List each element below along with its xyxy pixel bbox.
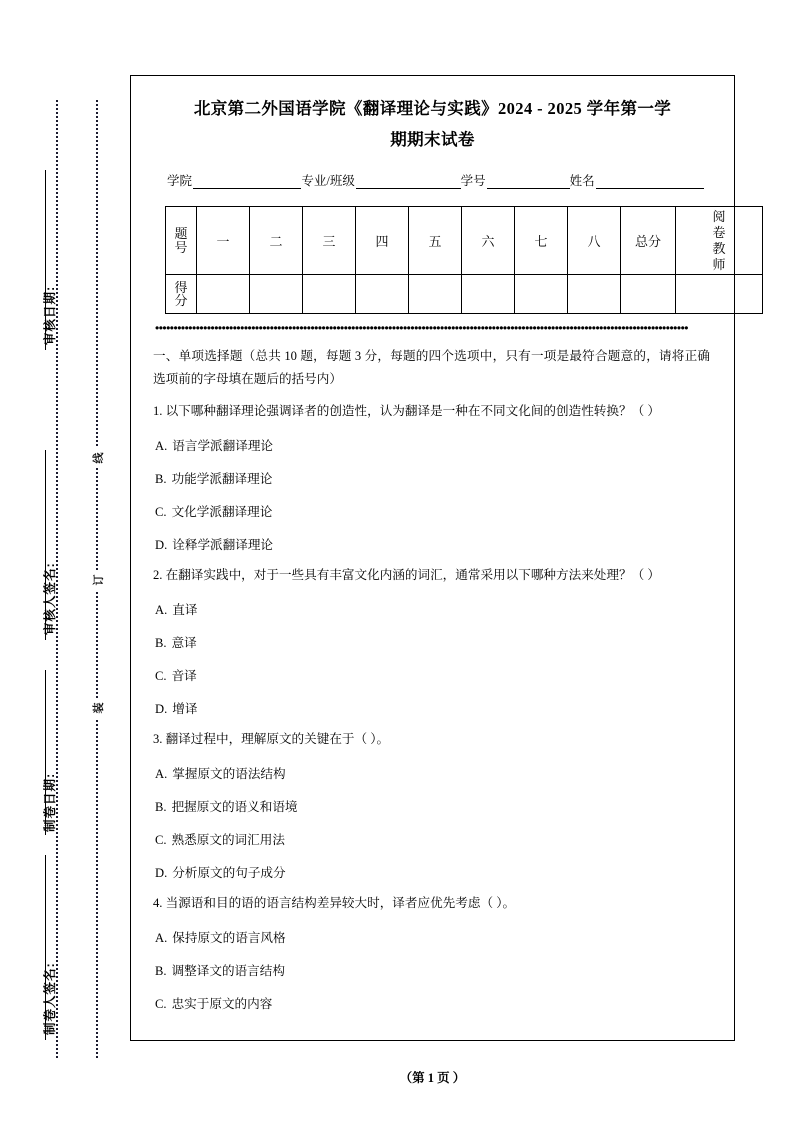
question-3-text: 翻译过程中，理解原文的关键在于（ ）。 xyxy=(165,732,390,747)
page-title xyxy=(153,94,712,155)
option-letter: B. xyxy=(155,799,167,814)
question-2-option-b[interactable] xyxy=(153,633,710,653)
teacher-label-part-1: 阅 xyxy=(712,209,726,225)
score-col-header-1: 一 xyxy=(197,207,250,275)
question-4 xyxy=(153,892,710,914)
paper-maker-signature-label: 制卷人签名: xyxy=(43,962,57,1035)
option-text: 直译 xyxy=(172,602,198,617)
score-table xyxy=(165,206,763,314)
option-letter: C. xyxy=(155,996,167,1011)
score-col-header-6: 六 xyxy=(462,207,515,275)
option-text: 忠实于原文的内容 xyxy=(171,996,273,1011)
option-letter: D. xyxy=(155,538,168,553)
question-2-text: 在翻译实践中，对于一些具有丰富文化内涵的词汇，通常采用以下哪种方法来处理？（ ） xyxy=(165,568,660,583)
option-text: 增译 xyxy=(172,702,198,717)
question-4-option-a[interactable] xyxy=(153,928,710,948)
option-letter: C. xyxy=(155,504,167,519)
option-text: 语言学派翻译理论 xyxy=(172,438,273,453)
score-cell-total[interactable] xyxy=(621,275,676,314)
question-3-option-a[interactable] xyxy=(153,764,710,784)
score-table-wrapper xyxy=(165,206,726,314)
name-label: 姓名 xyxy=(569,174,595,189)
question-1-text: 以下哪种翻译理论强调译者的创造性，认为翻译是一种在不同文化间的创造性转换？（ ） xyxy=(165,404,660,419)
option-text: 熟悉原文的词汇用法 xyxy=(171,832,285,847)
page-title-line-1: 北京第二外国语学院《翻译理论与实践》2024 - 2025 学年第一学 xyxy=(193,99,672,118)
question-4-number: 4. xyxy=(153,896,163,911)
row-label-char-1: 题 xyxy=(174,226,188,242)
left-margin-zone xyxy=(0,0,128,1122)
question-3 xyxy=(153,728,710,750)
table-row-scores xyxy=(166,275,763,314)
question-4-option-c[interactable] xyxy=(153,994,710,1014)
score-cell-4[interactable] xyxy=(356,275,409,314)
score-cell-7[interactable] xyxy=(515,275,568,314)
option-letter: A. xyxy=(155,602,168,617)
question-2-option-d[interactable] xyxy=(153,699,710,719)
score-col-header-4: 四 xyxy=(356,207,409,275)
college-label: 学院 xyxy=(167,174,193,189)
option-letter: A. xyxy=(155,438,168,453)
option-text: 掌握原文的语法结构 xyxy=(172,766,286,781)
score-table-row-label-question xyxy=(166,207,197,275)
student-id-label: 学号 xyxy=(460,174,486,189)
question-4-text: 当源语和目的语的语言结构差异较大时，译者应优先考虑（ ）。 xyxy=(165,896,516,911)
score-cell-teacher[interactable] xyxy=(676,275,763,314)
college-field[interactable] xyxy=(193,175,301,189)
score-col-header-7: 七 xyxy=(515,207,568,275)
option-letter: A. xyxy=(155,766,168,781)
question-3-number: 3. xyxy=(153,732,163,747)
score-cell-2[interactable] xyxy=(250,275,303,314)
score-cell-1[interactable] xyxy=(197,275,250,314)
page-title-line-2: 期期末试卷 xyxy=(390,129,475,149)
option-letter: B. xyxy=(155,963,167,978)
table-row-question-numbers xyxy=(166,207,763,275)
option-letter: B. xyxy=(155,471,167,486)
question-1-option-b[interactable] xyxy=(153,469,710,489)
question-4-option-b[interactable] xyxy=(153,961,710,981)
teacher-label-part-2: 卷 xyxy=(712,224,726,240)
question-3-option-d[interactable] xyxy=(153,863,710,883)
option-text: 保持原文的语言风格 xyxy=(172,930,286,945)
option-letter: B. xyxy=(155,635,167,650)
question-3-option-c[interactable] xyxy=(153,830,710,850)
score-label-char-1: 得 xyxy=(174,279,188,295)
option-letter: C. xyxy=(155,832,167,847)
question-body xyxy=(153,345,710,1014)
exam-paper-content-box xyxy=(130,75,735,1041)
score-label-char-2: 分 xyxy=(174,293,188,309)
binding-mark-zhuang: 装 xyxy=(88,698,108,718)
option-letter: D. xyxy=(155,702,168,717)
score-table-row-label-score xyxy=(166,275,197,314)
score-cell-8[interactable] xyxy=(568,275,621,314)
binding-mark-xian: 线 xyxy=(88,448,108,468)
question-1-option-a[interactable] xyxy=(153,436,710,456)
option-text: 分析原文的句子成分 xyxy=(172,866,286,881)
question-2-number: 2. xyxy=(153,568,163,583)
option-letter: A. xyxy=(155,930,168,945)
option-letter: C. xyxy=(155,668,167,683)
binding-mark-ding: 订 xyxy=(88,570,108,590)
teacher-label-part-3: 教 xyxy=(712,240,726,256)
teacher-label-part-4: 师 xyxy=(712,256,726,272)
score-col-header-8: 八 xyxy=(568,207,621,275)
option-text: 音译 xyxy=(171,668,197,683)
major-class-label: 专业/班级 xyxy=(301,174,355,189)
option-text: 诠释学派翻译理论 xyxy=(172,538,273,553)
section-heading: 一、单项选择题（总共 10 题，每题 3 分，每题的四个选项中，只有一项是最符合题意的，请将正确选项前的字母填在题后的括号内） xyxy=(153,349,710,386)
option-text: 把握原文的语义和语境 xyxy=(171,799,298,814)
question-2-option-a[interactable] xyxy=(153,600,710,620)
score-cell-3[interactable] xyxy=(303,275,356,314)
option-text: 意译 xyxy=(171,635,197,650)
score-col-header-teacher xyxy=(676,207,763,275)
option-text: 功能学派翻译理论 xyxy=(171,471,273,486)
page-footer: （第 1 页 ） xyxy=(399,1071,466,1085)
score-col-header-total: 总分 xyxy=(621,207,676,275)
student-info-line xyxy=(167,171,704,189)
score-cell-5[interactable] xyxy=(409,275,462,314)
option-text: 调整译文的语言结构 xyxy=(171,963,285,978)
score-cell-6[interactable] xyxy=(462,275,515,314)
score-col-header-3: 三 xyxy=(303,207,356,275)
student-id-field[interactable] xyxy=(487,175,570,189)
question-3-option-b[interactable] xyxy=(153,797,710,817)
question-1 xyxy=(153,400,710,422)
option-text: 文化学派翻译理论 xyxy=(171,504,273,519)
name-field[interactable] xyxy=(596,175,704,189)
reviewer-signature-label: 审核人签名: xyxy=(43,562,57,635)
row-label-char-2: 号 xyxy=(174,239,188,255)
question-2 xyxy=(153,564,710,586)
dotted-separator: •••••••••••••••••••••••••••••••••••••••••••••••••••••••••••••••••••••••••••••••••••••••••••••••••••••••••••••••••••••••••••••••••••••••••••••••• xyxy=(155,325,688,333)
review-date-label: 审核日期: xyxy=(43,285,57,345)
major-class-field[interactable] xyxy=(356,175,461,189)
paper-made-date-label: 制卷日期: xyxy=(43,772,57,832)
score-col-header-2: 二 xyxy=(250,207,303,275)
question-2-option-c[interactable] xyxy=(153,666,710,686)
question-1-number: 1. xyxy=(153,404,163,419)
question-1-option-d[interactable] xyxy=(153,535,710,555)
option-letter: D. xyxy=(155,866,168,881)
score-col-header-5: 五 xyxy=(409,207,462,275)
question-1-option-c[interactable] xyxy=(153,502,710,522)
